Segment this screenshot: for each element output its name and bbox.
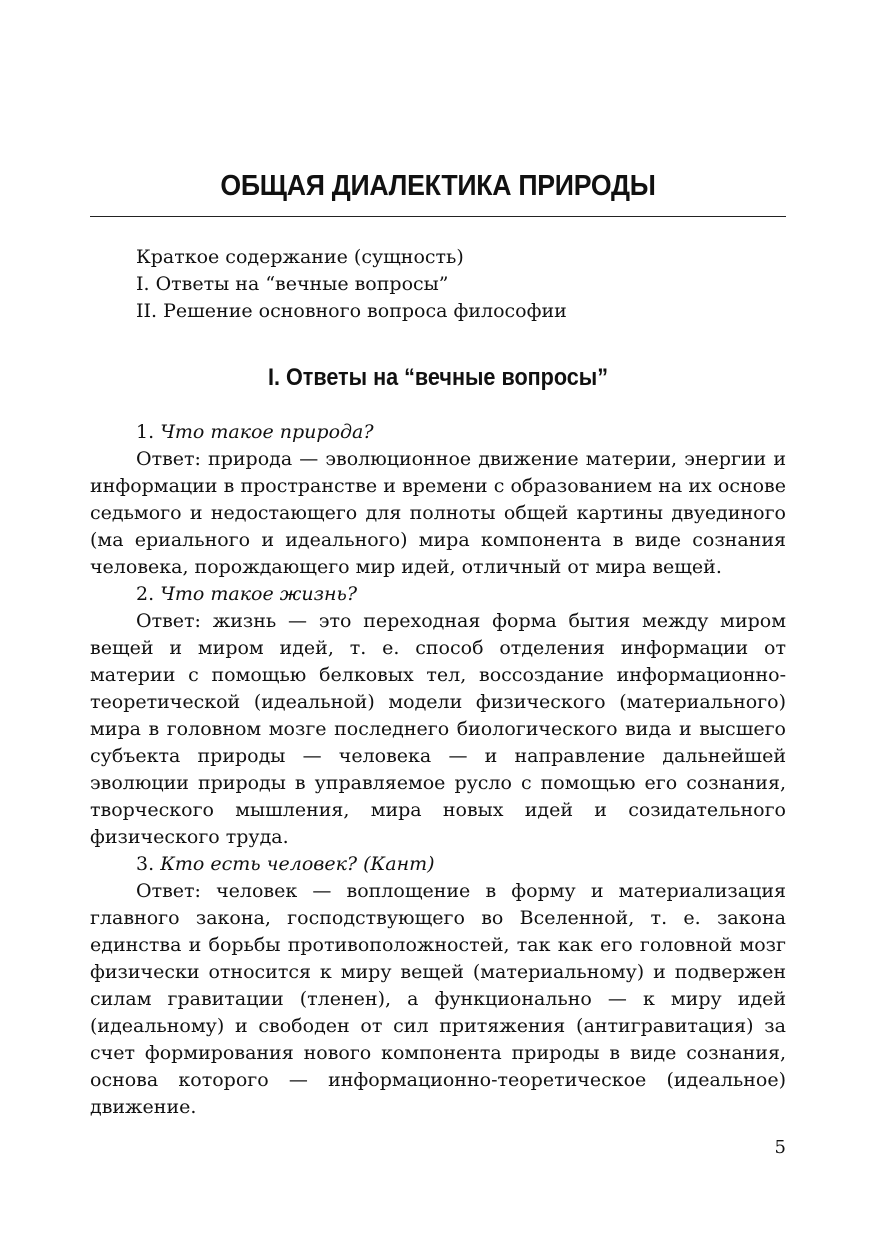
question-1 (90, 419, 786, 446)
answer-2: Ответ: жизнь — это переходная форма бытия между миром вещей и миром идей, т. е. способ отделения информации от материи с помощью белковых тел, воссоздание информационно-теоретической (идеальной) модели физического (материального) мира в головном мозге последнего биологического вида и высшего субъекта природы — человека — и направление дальнейшей эволюции природы в управляемое русло с помощью его сознания, творческого мышления, мира новых идей и созидательного физического труда. (90, 610, 786, 848)
question-text: Что такое природа? (160, 421, 374, 443)
question-text: Что такое жизнь? (160, 583, 358, 605)
question-number: 2. (136, 583, 155, 605)
contents-item: I. Ответы на “вечные вопросы” (136, 273, 449, 295)
section-heading: I. Ответы на “вечные вопросы” (267, 364, 609, 391)
qa-body (90, 419, 786, 1121)
contents-list (136, 244, 786, 325)
answer-3: Ответ: человек — воплощение в форму и материализация главного закона, господствующего во Вселенной, т. е. закона единства и борьбы противоположностей, так как его головной мозг физически относится к миру вещей (материальному) и подвержен силам гравитации (тленен), а функционально — к миру идей (идеальному) и свободен от сил притяжения (антигравитация) за счет формирования нового компонента природы в виде сознания, основа которого — информационно-теоретическое (идеальное) движение. (90, 880, 786, 1118)
question-3 (90, 851, 786, 878)
book-page (90, 0, 786, 1240)
question-text: Кто есть человек? (Кант) (160, 853, 435, 875)
question-number: 1. (136, 421, 155, 443)
contents-item: II. Решение основного вопроса философии (136, 300, 567, 322)
question-2 (90, 581, 786, 608)
question-number: 3. (136, 853, 155, 875)
contents-item: Краткое содержание (сущность) (136, 246, 464, 268)
answer-1: Ответ: природа — эволюционное движение материи, энергии и информации в пространстве и времени с образованием на их основе седьмого и недостающего для полноты общей картины двуединого (ма ериального и идеального) мира компонента в виде сознания человека, порождающего мир идей, отличный от мира вещей. (90, 448, 786, 578)
title-rule (90, 216, 786, 217)
chapter-title: ОБЩАЯ ДИАЛЕКТИКА ПРИРОДЫ (220, 170, 656, 202)
page-number: 5 (774, 1137, 786, 1158)
